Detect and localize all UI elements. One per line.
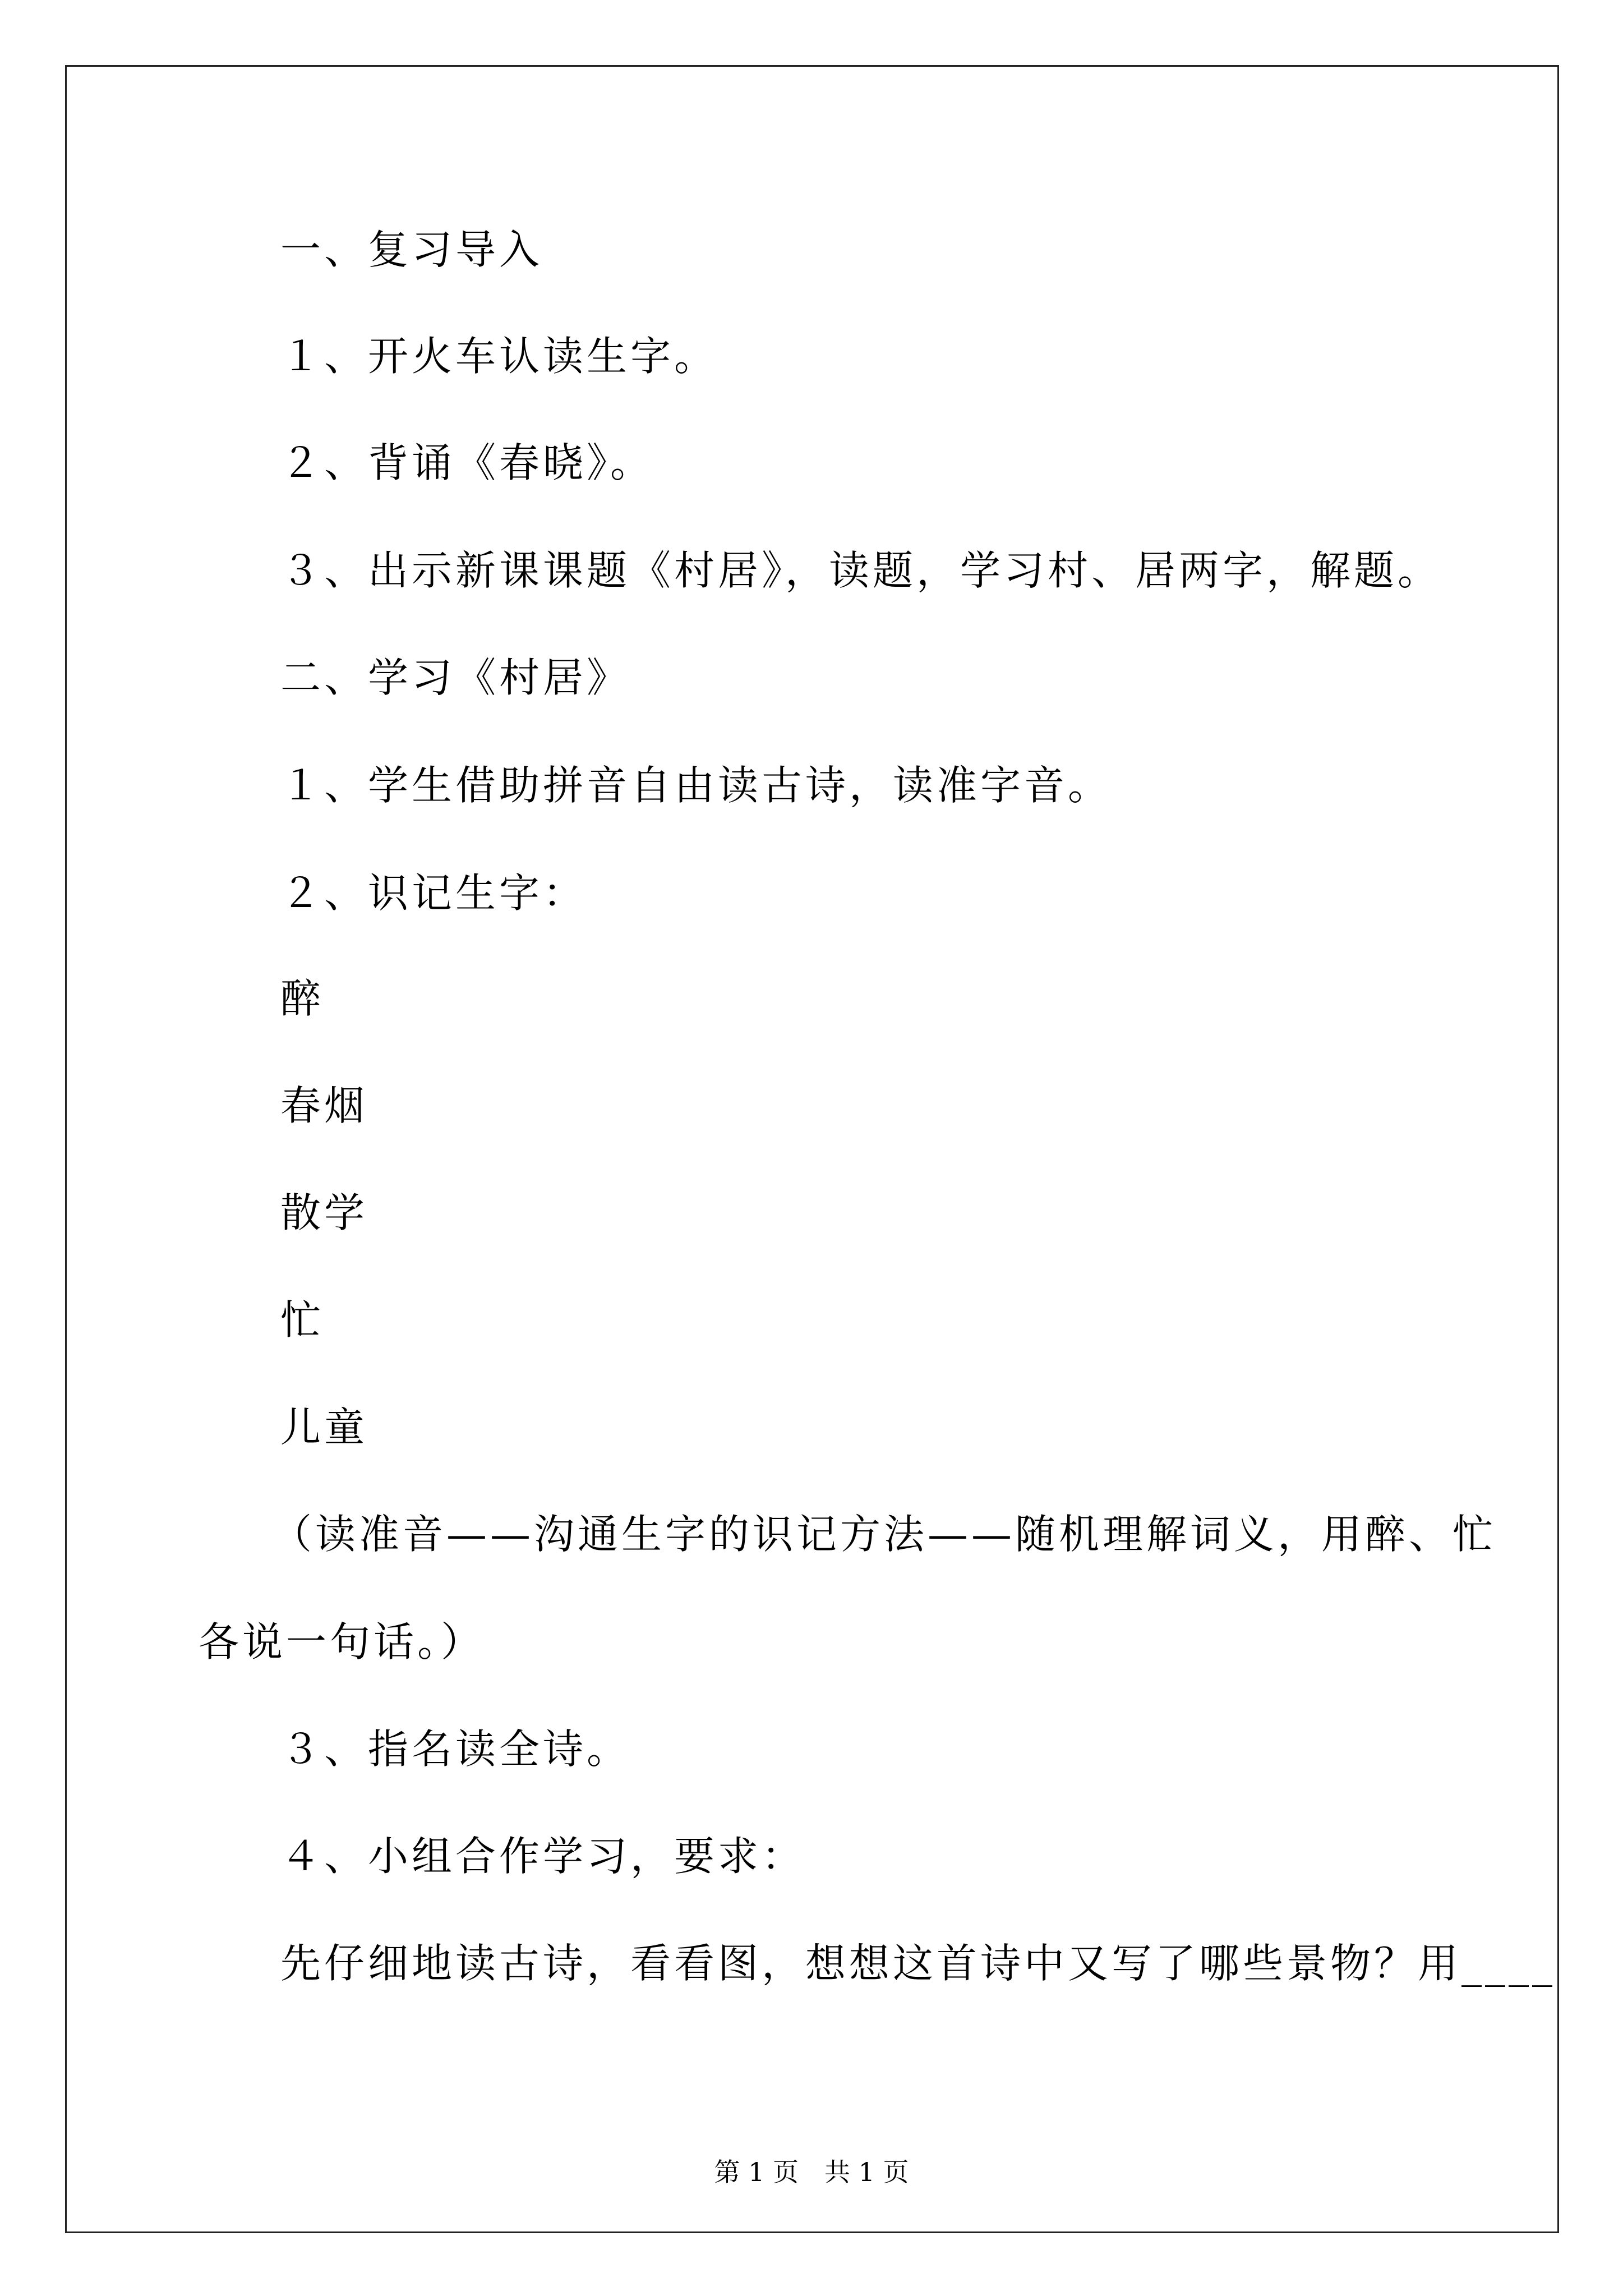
page-footer: 第 1 页 共 1 页 (714, 2157, 909, 2187)
paragraph-line: ３、出示新课课题《村居》，读题，学习村、居两字，解题。 (280, 547, 1442, 594)
paragraph-line: ２、识记生字： (280, 869, 587, 917)
vocab-item: 春烟 (280, 1082, 368, 1129)
vocab-item: 散学 (280, 1189, 368, 1236)
paragraph-line: ２、背诵《春晓》。 (280, 439, 654, 486)
heading-review-intro: 一、复习导入 (280, 226, 543, 273)
vocab-item: 儿童 (280, 1404, 368, 1451)
paragraph-line: （读准音——沟通生字的识记方法——随机理解词义，用醉、忙 (271, 1511, 1497, 1558)
vocab-item: 忙 (280, 1296, 325, 1343)
vocab-item: 醉 (280, 975, 325, 1022)
heading-study-cunju: 二、学习《村居》 (280, 654, 631, 701)
paragraph-line: ４、小组合作学习，要求： (280, 1833, 806, 1880)
paragraph-line: 先仔细地读古诗，看看图，想想这首诗中又写了哪些景物？用____ (280, 1940, 1556, 1987)
paragraph-line: １、学生借助拼音自由读古诗，读准字音。 (280, 762, 1112, 809)
paragraph-line: ３、指名读全诗。 (280, 1726, 631, 1773)
page-border (65, 65, 1559, 2233)
paragraph-line: １、开火车认读生字。 (280, 333, 718, 380)
paragraph-line: 各说一句话。） (199, 1618, 485, 1665)
